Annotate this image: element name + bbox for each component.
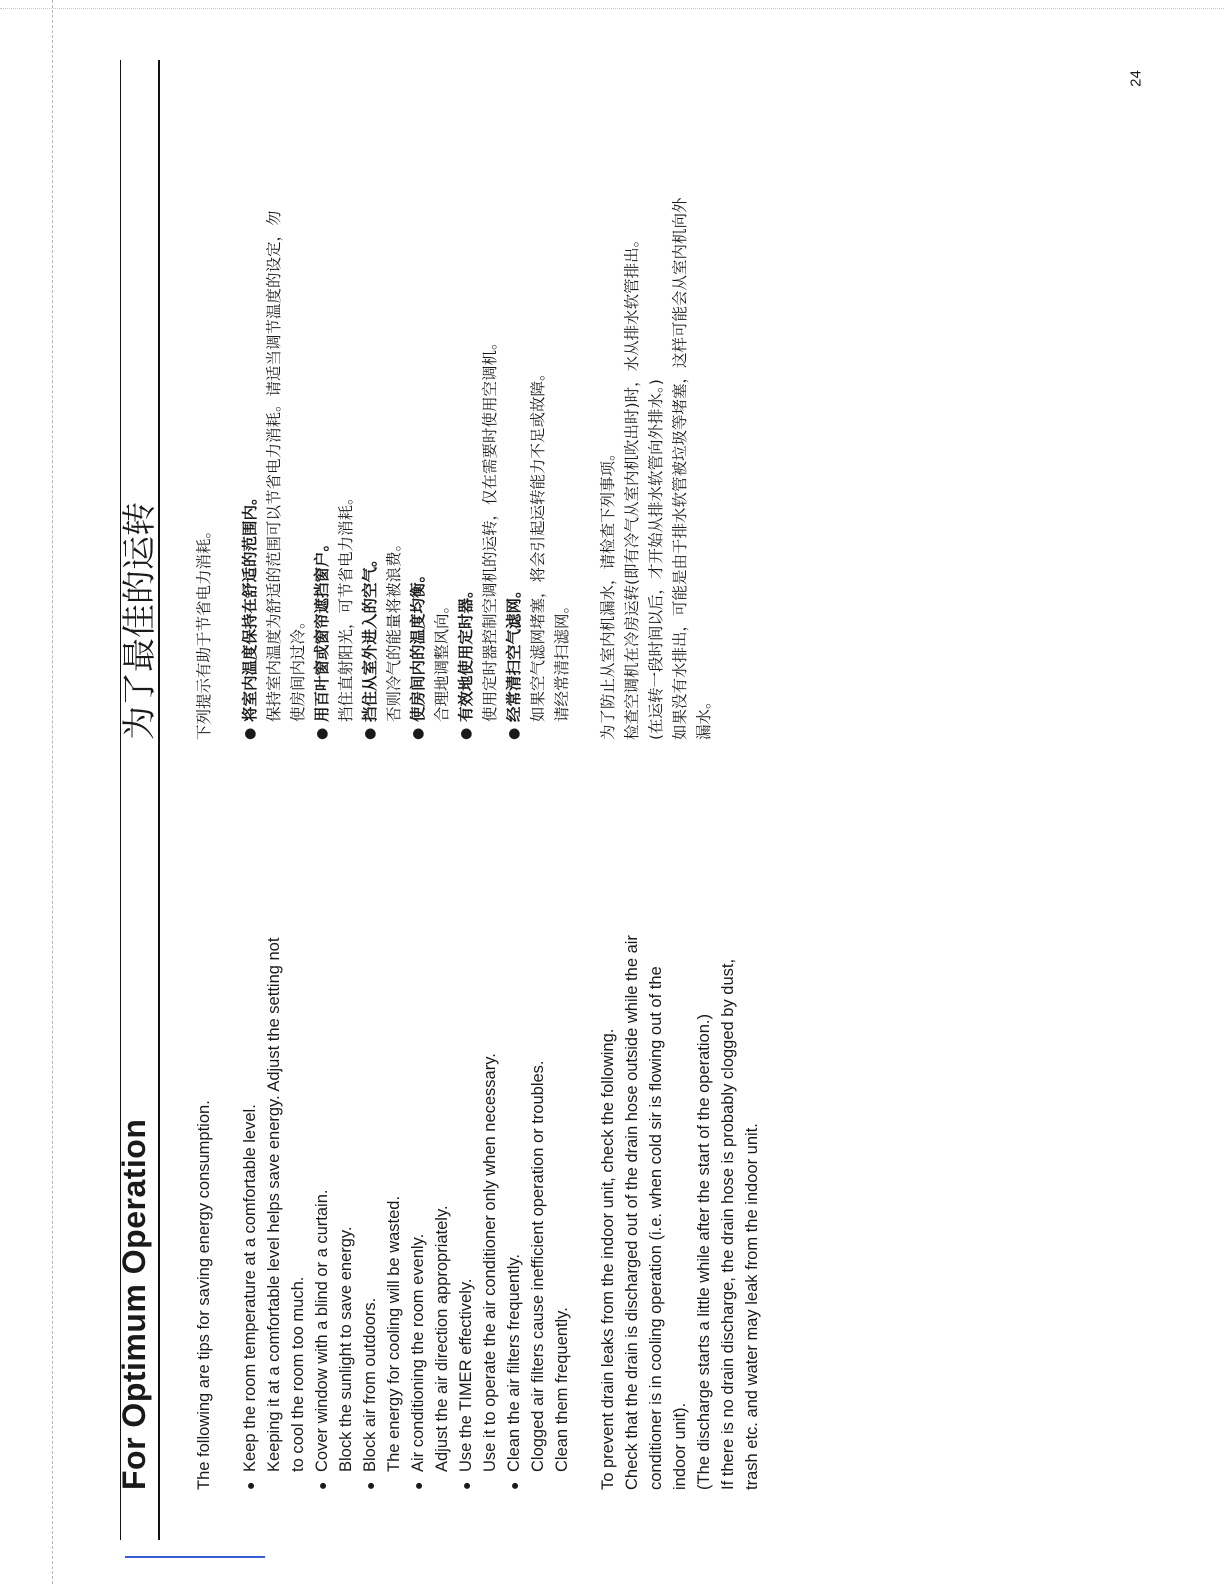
bullet-icon: ●: [506, 727, 522, 740]
bullet-icon: ●: [458, 1481, 474, 1490]
english-intro: The following are tips for saving energy consumption.: [195, 1100, 213, 1490]
title-chinese: 为了最佳的运转: [120, 502, 160, 740]
bullet-icon: ●: [314, 727, 330, 740]
tip-head: 使房间内的温度均衡。: [409, 566, 427, 722]
tip-line: Use it to operate the air conditioner only when necessary.: [481, 1053, 499, 1472]
drain-line: To prevent drain leaks from the indoor unit, check the following.: [599, 1028, 617, 1490]
title-rule-bottom: [158, 60, 160, 1540]
drain-line: indoor unit).: [671, 1402, 689, 1490]
tip-line: Keeping it at a comfortable level helps save energy. Adjust the setting not: [265, 937, 283, 1472]
tip-line: 否则冷气的能量将被浪费。: [385, 535, 403, 722]
chinese-column: [192, 60, 738, 740]
bullet-icon: ●: [410, 727, 426, 740]
drain-line: trash etc. and water may leak from the indoor unit.: [743, 1123, 761, 1490]
chinese-tip: [238, 60, 310, 740]
english-tip: [454, 770, 502, 1490]
chinese-tip: [454, 60, 502, 740]
tip-line: to cool the room too much.: [289, 1276, 307, 1472]
bullet-icon: ●: [242, 1481, 258, 1490]
english-tip: [310, 770, 358, 1490]
blue-mark-line: [125, 1556, 265, 1558]
tip-line: Clean them frequently.: [553, 1307, 571, 1472]
english-drain-notice: [596, 770, 764, 1490]
tip-line: 如果空气滤网堵塞，将会引起运转能力不足或故障。: [529, 365, 547, 722]
english-column: [192, 770, 786, 1490]
english-tip: [406, 770, 454, 1490]
chinese-tip: [502, 60, 574, 740]
tip-head: Clean the air filters frequently.: [505, 1254, 523, 1472]
tip-head: 用百叶窗或窗帘遮挡窗户。: [313, 535, 331, 722]
scan-edge-left: [52, 0, 53, 1584]
tip-head: 挡住从室外进入的空气。: [361, 551, 379, 722]
tip-head: 有效地使用定时器。: [457, 582, 475, 722]
tip-line: 请经常清扫滤网。: [553, 597, 571, 722]
scan-edge-top: [0, 8, 1224, 9]
chinese-intro: 下列提示有助于节省电力消耗。: [195, 522, 213, 740]
tip-head: Cover window with a blind or a curtain.: [313, 1189, 331, 1472]
tip-head: 经常清扫空气滤网。: [505, 582, 523, 722]
tip-head: Use the TIMER effectively.: [457, 1278, 475, 1472]
drain-line: 漏水。: [695, 693, 713, 740]
drain-line: (在运转一段时间以后，才开始从排水软管向外排水。): [647, 379, 665, 740]
bullet-icon: ●: [362, 727, 378, 740]
drain-line: Check that the drain is discharged out of the drain hose outside while the air: [623, 935, 641, 1490]
tip-line: Block the sunlight to save energy.: [337, 1226, 355, 1472]
drain-line: If there is no drain discharge, the drain hose is probably clogged by dust,: [719, 958, 737, 1490]
bullet-icon: ●: [410, 1481, 426, 1490]
tip-head: Keep the room temperature at a comfortable level.: [241, 1104, 259, 1472]
english-tip: [502, 770, 574, 1490]
bullet-icon: ●: [458, 727, 474, 740]
tip-line: Clogged air filters cause inefficient operation or troubles.: [529, 1060, 547, 1472]
bullet-icon: ●: [314, 1481, 330, 1490]
drain-line: (The discharge starts a little while after the start of the operation.): [695, 1014, 713, 1490]
drain-line: 如果没有水排出，可能是由于排水软管被垃圾等堵塞，这样可能会从室内机向外: [671, 197, 689, 740]
tip-head: 将室内温度保持在舒适的范围内。: [241, 489, 259, 722]
english-tip: [238, 770, 310, 1490]
drain-line: 为了防止从室内机漏水，请检查下列事项。: [599, 445, 617, 740]
tip-line: Adjust the air direction appropriately.: [433, 1205, 451, 1472]
tip-line: 使房间内过冷。: [289, 613, 307, 722]
title-english: For Optimum Operation: [116, 1118, 152, 1490]
tip-head: Air conditioning the room evenly.: [409, 1233, 427, 1472]
bullet-icon: ●: [362, 1481, 378, 1490]
drain-line: conditioner is in cooling operation (i.e. when cold sir is flowing out of the: [647, 966, 665, 1490]
tip-head: Block air from outdoors.: [361, 1297, 379, 1472]
tip-line: The energy for cooling will be wasted.: [385, 1195, 403, 1472]
english-tips-list: [238, 770, 574, 1490]
tip-line: 挡住直射阳光，可节省电力消耗。: [337, 489, 355, 722]
rotated-page-content: [80, 60, 1180, 1540]
tip-line: 保持室内温度为舒适的范围可以节省电力消耗。请适当调节温度的设定，勿: [265, 210, 283, 722]
drain-line: 检查空调机在冷房运转(即有冷气从室内机吹出时)时，水从排水软管排出。: [623, 231, 641, 740]
bullet-icon: ●: [506, 1481, 522, 1490]
chinese-tips-list: [238, 60, 574, 740]
tip-line: 合理地调整风向。: [433, 597, 451, 722]
chinese-tip: [406, 60, 454, 740]
bullet-icon: ●: [242, 727, 258, 740]
chinese-tip: [310, 60, 358, 740]
chinese-drain-notice: [596, 60, 716, 740]
chinese-tip: [358, 60, 406, 740]
page-number: 24: [1127, 70, 1145, 87]
english-tip: [358, 770, 406, 1490]
tip-line: 使用定时器控制空调机的运转，仅在需要时使用空调机。: [481, 334, 499, 722]
